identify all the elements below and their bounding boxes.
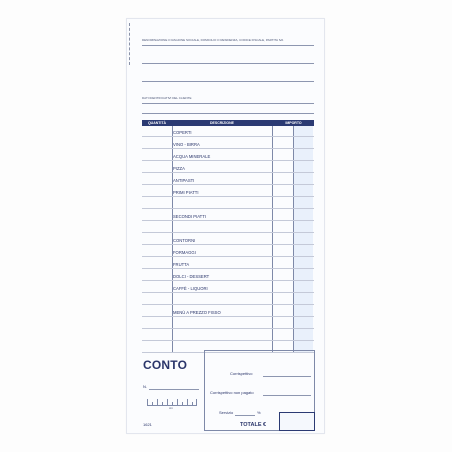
item-antipasti: ANTIPASTI: [173, 178, 195, 183]
item-secondi-piatti: SECONDI PIATTI: [173, 214, 206, 219]
corrispettivo-label: Corrispettivo: [230, 371, 253, 376]
item-dolci-dessert: DOLCI - DESSERT: [173, 274, 210, 279]
servizio-rule: [235, 415, 255, 416]
ruler-unit: cm: [169, 406, 173, 410]
ruler-tick: [187, 399, 188, 405]
perforation-line: [129, 23, 130, 65]
table-row: [142, 136, 314, 137]
number-rule: [149, 389, 199, 390]
number-label: N.: [143, 384, 147, 389]
table-row: [142, 244, 314, 245]
client-caption: DATI IDENTIFICATIVI DEL CLIENTE: [142, 96, 192, 100]
table-row: [142, 196, 314, 197]
receipt-paper: [126, 18, 325, 434]
item-coperti: COPERTI: [173, 130, 192, 135]
ruler-tick: [147, 399, 148, 405]
item-acqua-minerale: ACQUA MINERALE: [173, 154, 211, 159]
corrispettivo-non-pagato-rule: [263, 395, 311, 396]
centimeter-ruler: [147, 399, 197, 406]
table-row: [142, 340, 314, 341]
table-row: [142, 220, 314, 221]
item-pizza: PIZZA: [173, 166, 185, 171]
ruler-tick: [177, 399, 178, 405]
item-contorni: CONTORNI: [173, 238, 196, 243]
item-vino-birra: VINO - BIRRA: [173, 142, 200, 147]
col-importo: IMPORTO: [285, 121, 302, 125]
table-row: [142, 184, 314, 185]
ruler-tick: [196, 399, 197, 405]
ruler-tick: [167, 399, 168, 405]
table-row: [142, 280, 314, 281]
ruler-tick: [182, 402, 183, 405]
table-row: [142, 268, 314, 269]
table-row: [142, 208, 314, 209]
table-row: [142, 316, 314, 317]
table-row: [142, 232, 314, 233]
item-menu-prezzo-fisso: MENÙ A PREZZO FISSO: [173, 310, 221, 315]
ruler-tick: [152, 402, 153, 405]
col-quantita: QUANTITÀ: [147, 121, 167, 125]
issuer-rule-2: [142, 63, 314, 64]
corrispettivo-non-pagato-label: Corrispettivo non pagato: [210, 390, 254, 395]
issuer-rule-1: [142, 45, 314, 46]
table-row: [142, 160, 314, 161]
item-caffe-liquori: CAFFÈ - LIQUORI: [173, 286, 208, 291]
conto-title: CONTO: [143, 358, 188, 372]
items-table: [142, 126, 314, 353]
item-primi-piatti: PRIMI PIATTI: [173, 190, 199, 195]
ruler-tick: [192, 402, 193, 405]
totale-label: TOTALE €: [240, 422, 267, 428]
table-row: [142, 328, 314, 329]
ruler-tick: [162, 402, 163, 405]
client-rule-2: [142, 113, 314, 114]
col-descrizione: DESCRIZIONE: [210, 121, 234, 125]
ruler-tick: [172, 402, 173, 405]
form-code: 1621: [143, 422, 152, 427]
table-row: [142, 292, 314, 293]
table-row: [142, 172, 314, 173]
table-row: [142, 256, 314, 257]
issuer-rule-3: [142, 81, 314, 82]
table-row: [142, 304, 314, 305]
table-row: [142, 148, 314, 149]
servizio-label: Servizio: [219, 410, 234, 415]
issuer-caption: DENOMINAZIONE O RAGIONE SOCIALE, DOMICILIO O RESIDENZA, CODICE FISCALE, PARTITA IVA: [142, 38, 284, 42]
item-formaggi: FORMAGGI: [173, 250, 196, 255]
corrispettivo-rule: [263, 376, 311, 377]
ruler-tick: [157, 399, 158, 405]
totale-box: [279, 412, 315, 431]
percent-sign: %: [257, 410, 261, 415]
item-frutta: FRUTTA: [173, 262, 190, 267]
client-rule-1: [142, 103, 314, 104]
